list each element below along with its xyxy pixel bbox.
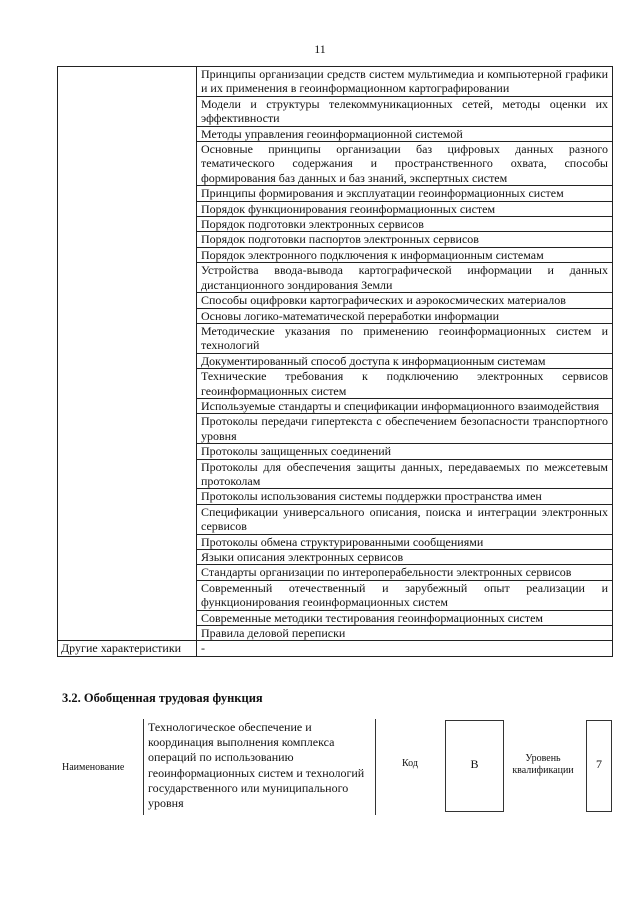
knowledge-table-body: [58, 67, 613, 657]
code-box: [445, 720, 504, 812]
section-title: 3.2. Обобщенная трудовая функция: [62, 691, 263, 705]
function-name-box: Технологическое обеспечение и координация выполнения комплекса операций по использованию геоинформационных систем и технологий государственного или муниципального уровня: [143, 719, 376, 815]
knowledge-item: Протоколы для обеспечения защиты данных, передаваемых по межсетевым протоколам: [197, 459, 613, 489]
knowledge-item: Протоколы использования системы поддержки пространства имен: [197, 489, 613, 504]
knowledge-item: Документированный способ доступа к информационным системам: [197, 353, 613, 368]
knowledge-item: Современный отечественный и зарубежный опыт реализации и функционирования геоинформационных систем: [197, 580, 613, 610]
other-characteristics-label: Другие характеристики: [58, 641, 197, 656]
knowledge-item: Протоколы защищенных соединений: [197, 444, 613, 459]
knowledge-item: Методические указания по применению геоинформационных систем и технологий: [197, 323, 613, 353]
knowledge-item: Языки описания электронных сервисов: [197, 550, 613, 565]
knowledge-item: Устройства ввода-вывода картографической информации и данных дистанционного зондирования Земли: [197, 263, 613, 293]
qualification-level-box: [586, 720, 612, 812]
knowledge-item: Порядок подготовки электронных сервисов: [197, 217, 613, 232]
page-number: 11: [314, 42, 326, 56]
name-label: Наименование: [62, 762, 125, 773]
knowledge-item: Принципы формирования и эксплуатации геоинформационных систем: [197, 186, 613, 201]
knowledge-item: Порядок функционирования геоинформационных систем: [197, 201, 613, 216]
knowledge-item: Протоколы передачи гипертекста с обеспечением безопасности транспортного уровня: [197, 414, 613, 444]
knowledge-item: Современные методики тестирования геоинформационных систем: [197, 610, 613, 625]
knowledge-item: Принципы организации средств систем мультимедиа и компьютерной графики и их применения в геоинформационном картографировании: [197, 67, 613, 97]
knowledge-item: Основы логико-математической переработки информации: [197, 308, 613, 323]
code-value: B: [470, 757, 479, 771]
code-label: Код: [402, 758, 418, 769]
knowledge-item: Основные принципы организации баз цифровых данных разного тематического содержания и пространственного охвата, способы формирования баз данных и баз знаний, экспертных систем: [197, 142, 613, 186]
knowledge-table: [57, 66, 613, 657]
knowledge-item: Порядок электронного подключения к информационным системам: [197, 247, 613, 262]
knowledge-label-cell: [58, 67, 197, 641]
knowledge-item: Порядок подготовки паспортов электронных сервисов: [197, 232, 613, 247]
knowledge-item: Спецификации универсального описания, поиска и интеграции электронных сервисов: [197, 504, 613, 534]
knowledge-item: Технические требования к подключению электронных сервисов геоинформационных систем: [197, 369, 613, 399]
qualification-level-value: 7: [596, 757, 602, 771]
table-row: [58, 67, 613, 97]
knowledge-item: Методы управления геоинформационной системой: [197, 126, 613, 141]
other-characteristics-row: [58, 641, 613, 656]
knowledge-item: Способы оцифровки картографических и аэрокосмических материалов: [197, 293, 613, 308]
knowledge-item: Правила деловой переписки: [197, 626, 613, 641]
knowledge-item: Используемые стандарты и спецификации информационного взаимодействия: [197, 398, 613, 413]
knowledge-item: Модели и структуры телекоммуникационных сетей, методы оценки их эффективности: [197, 96, 613, 126]
qualification-level-label: Уровень квалификации: [512, 753, 574, 776]
knowledge-item: Протоколы обмена структурированными сообщениями: [197, 534, 613, 549]
other-characteristics-value: -: [197, 641, 613, 656]
knowledge-item: Стандарты организации по интероперабельности электронных сервисов: [197, 565, 613, 580]
